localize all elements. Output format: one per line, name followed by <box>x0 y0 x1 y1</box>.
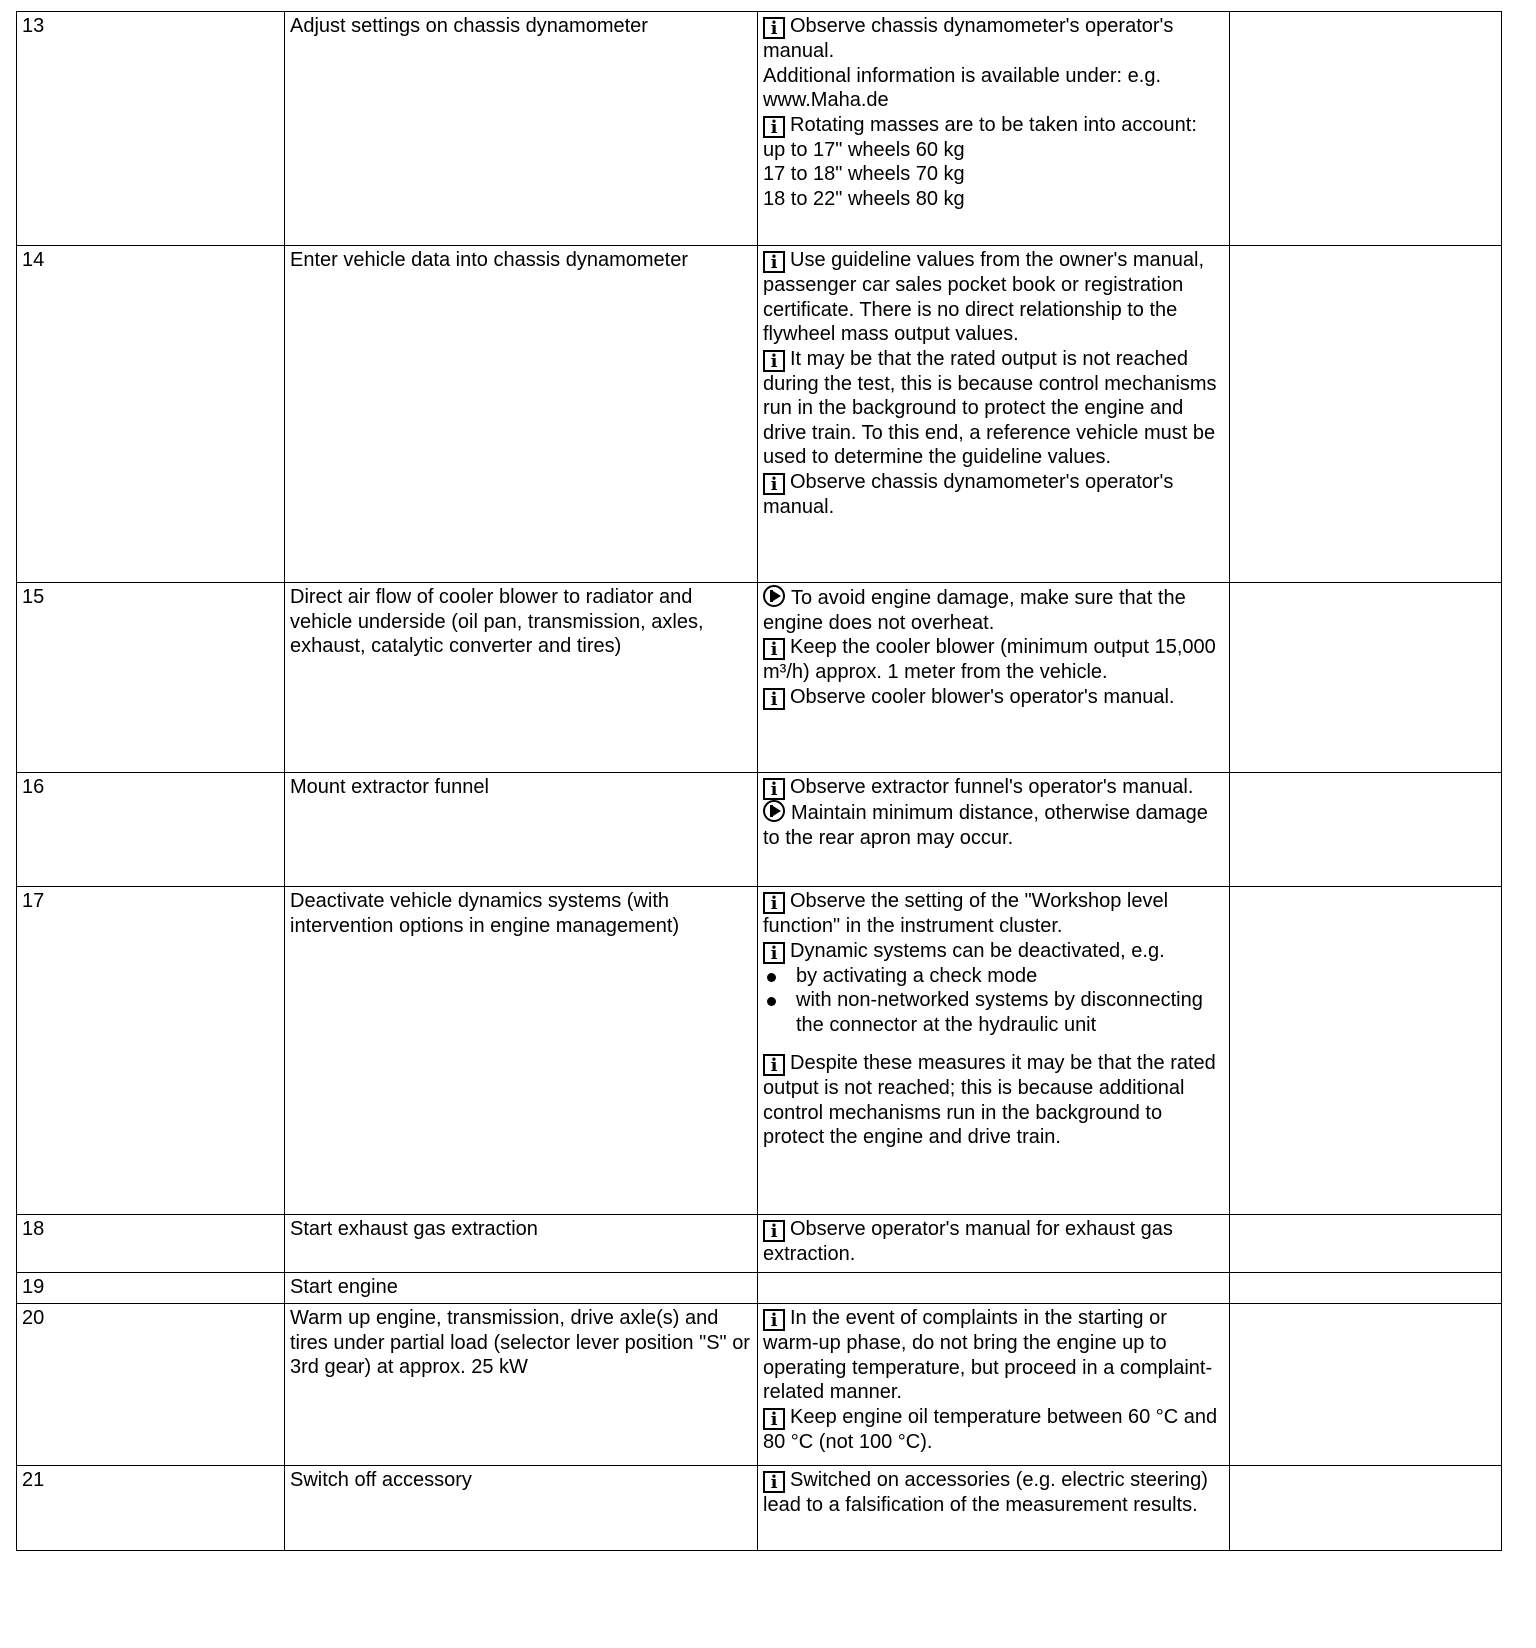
note-text <box>763 14 1225 64</box>
step-number: 16 <box>17 773 285 887</box>
info-icon: i <box>763 688 785 710</box>
step-notes <box>758 583 1230 773</box>
table-row <box>17 773 1502 887</box>
note-text <box>763 800 1225 850</box>
table-row <box>17 1304 1502 1466</box>
step-notes <box>758 887 1230 1215</box>
step-description: Start engine <box>285 1273 758 1304</box>
note-block <box>763 585 1225 635</box>
note-line: Observe chassis dynamometer's operator's manual. <box>763 470 1174 518</box>
note-text <box>763 470 1225 520</box>
info-icon: i <box>763 638 785 660</box>
note-line: 17 to 18" wheels 70 kg <box>763 163 965 185</box>
step-description: Mount extractor funnel <box>285 773 758 887</box>
empty-cell <box>1230 1304 1502 1466</box>
table-row <box>17 246 1502 583</box>
note-line: Observe chassis dynamometer's operator's manual. <box>763 15 1174 62</box>
warning-icon <box>763 800 785 822</box>
empty-cell <box>1230 1273 1502 1304</box>
note-block <box>763 470 1225 520</box>
note-line: Despite these measures it may be that the rated output is not reached; this is because additional control mechanisms run in the background to protect the engine and drive train. <box>763 1052 1216 1148</box>
note-line: It may be that the rated output is not reached during the test, this is because control mechanisms run in the background to protect the engine and drive train. To this end, a reference vehicle must be used to determine the guideline values. <box>763 347 1217 468</box>
note-line: To avoid engine damage, make sure that the engine does not overheat. <box>763 587 1186 634</box>
note-text <box>763 889 1225 939</box>
step-notes <box>758 773 1230 887</box>
info-icon: i <box>763 473 785 495</box>
note-block <box>763 939 1225 1038</box>
step-number: 14 <box>17 246 285 583</box>
note-line: Additional information is available under: e.g. www.Maha.de <box>763 64 1162 111</box>
info-icon: i <box>763 1220 785 1242</box>
note-line: Dynamic systems can be deactivated, e.g. <box>790 939 1165 962</box>
note-block <box>763 113 1225 212</box>
step-notes <box>758 1215 1230 1273</box>
step-number: 20 <box>17 1304 285 1466</box>
note-line: up to 17" wheels 60 kg <box>763 138 965 161</box>
note-text <box>763 939 1225 964</box>
note-line: Observe the setting of the "Workshop level function" in the instrument cluster. <box>763 890 1169 937</box>
note-block <box>763 1217 1225 1267</box>
step-number: 18 <box>17 1215 285 1273</box>
note-line: Observe operator's manual for exhaust gas extraction. <box>763 1218 1173 1265</box>
note-text <box>763 138 1225 163</box>
empty-cell <box>1230 583 1502 773</box>
step-number: 17 <box>17 887 285 1215</box>
note-line: Rotating masses are to be taken into account: <box>790 113 1197 136</box>
empty-cell <box>1230 773 1502 887</box>
note-line: In the event of complaints in the starting or warm-up phase, do not bring the engine up to operating temperature, but proceed in a complaint-related manner. <box>763 1307 1213 1403</box>
info-icon: i <box>763 1054 785 1076</box>
step-notes <box>758 1304 1230 1466</box>
step-notes <box>758 1273 1230 1304</box>
info-icon: i <box>763 116 785 138</box>
note-text <box>763 635 1225 685</box>
step-description: Adjust settings on chassis dynamometer <box>285 12 758 246</box>
note-text <box>763 1051 1225 1150</box>
step-notes <box>758 1466 1230 1551</box>
note-block <box>763 685 1225 710</box>
bullet-item: by activating a check mode <box>763 964 1225 989</box>
note-line: Use guideline values from the owner's manual, passenger car sales pocket book or registration certificate. There is no direct relationship to the flywheel mass output values. <box>763 249 1205 345</box>
table-row <box>17 1215 1502 1273</box>
step-description: Switch off accessory <box>285 1466 758 1551</box>
info-icon: i <box>763 1309 785 1331</box>
note-block <box>763 248 1225 347</box>
step-number: 19 <box>17 1273 285 1304</box>
note-block <box>763 347 1225 470</box>
bullet-item: with non-networked systems by disconnecting the connector at the hydraulic unit <box>763 988 1225 1037</box>
table-row <box>17 1273 1502 1304</box>
step-notes <box>758 12 1230 246</box>
note-block <box>763 775 1225 800</box>
note-line: Observe cooler blower's operator's manual. <box>790 685 1175 708</box>
procedure-table <box>16 11 1502 1551</box>
step-description: Direct air flow of cooler blower to radiator and vehicle underside (oil pan, transmission, axles, exhaust, catalytic converter and tires) <box>285 583 758 773</box>
note-block <box>763 1468 1225 1518</box>
note-block <box>763 635 1225 685</box>
note-block <box>763 889 1225 939</box>
note-text <box>763 113 1225 138</box>
info-icon: i <box>763 350 785 372</box>
step-description: Deactivate vehicle dynamics systems (with intervention options in engine management) <box>285 887 758 1215</box>
step-description: Enter vehicle data into chassis dynamometer <box>285 246 758 583</box>
step-number: 15 <box>17 583 285 773</box>
step-description: Start exhaust gas extraction <box>285 1215 758 1273</box>
note-block <box>763 1306 1225 1405</box>
note-line: Keep the cooler blower (minimum output 15,000 m³/h) approx. 1 meter from the vehicle. <box>763 636 1216 683</box>
step-number: 13 <box>17 12 285 246</box>
note-block <box>763 1051 1225 1150</box>
warning-icon <box>763 585 785 607</box>
note-text <box>763 1217 1225 1267</box>
note-line: Maintain minimum distance, otherwise damage to the rear apron may occur. <box>763 802 1208 849</box>
note-text <box>763 162 1225 187</box>
note-line: 18 to 22" wheels 80 kg <box>763 187 965 210</box>
note-text <box>763 248 1225 347</box>
note-line: Keep engine oil temperature between 60 °C and 80 °C (not 100 °C). <box>763 1405 1218 1453</box>
info-icon: i <box>763 778 785 800</box>
note-line: Switched on accessories (e.g. electric steering) lead to a falsification of the measurement results. <box>763 1469 1208 1516</box>
note-text <box>763 347 1225 470</box>
note-text <box>763 64 1225 113</box>
note-text <box>763 775 1225 800</box>
info-icon: i <box>763 17 785 39</box>
note-text <box>763 585 1225 635</box>
note-block <box>763 14 1225 113</box>
info-icon: i <box>763 942 785 964</box>
info-icon: i <box>763 892 785 914</box>
step-number: 21 <box>17 1466 285 1551</box>
note-block <box>763 800 1225 850</box>
step-description: Warm up engine, transmission, drive axle(s) and tires under partial load (selector lever position "S" or 3rd gear) at approx. 25 kW <box>285 1304 758 1466</box>
empty-cell <box>1230 246 1502 583</box>
info-icon: i <box>763 251 785 273</box>
bullet-list <box>763 964 1225 1038</box>
empty-cell <box>1230 1215 1502 1273</box>
note-text <box>763 1306 1225 1405</box>
empty-cell <box>1230 12 1502 246</box>
note-line: Observe extractor funnel's operator's manual. <box>790 776 1194 798</box>
table-row <box>17 12 1502 246</box>
note-text <box>763 1468 1225 1518</box>
table-row <box>17 887 1502 1215</box>
procedure-table-body <box>17 12 1502 1551</box>
empty-cell <box>1230 887 1502 1215</box>
note-text <box>763 187 1225 212</box>
table-row <box>17 583 1502 773</box>
step-notes <box>758 246 1230 583</box>
empty-cell <box>1230 1466 1502 1551</box>
info-icon: i <box>763 1471 785 1493</box>
table-row <box>17 1466 1502 1551</box>
note-block <box>763 1405 1225 1455</box>
note-text <box>763 1405 1225 1455</box>
info-icon: i <box>763 1408 785 1430</box>
note-text <box>763 685 1225 710</box>
